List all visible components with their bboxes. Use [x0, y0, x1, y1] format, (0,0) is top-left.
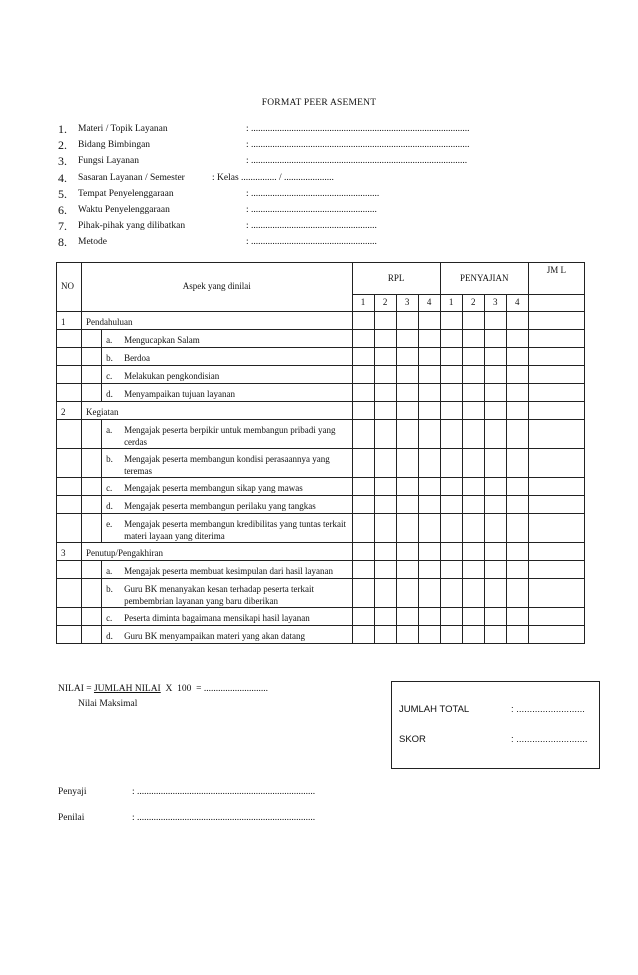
- jml-cell[interactable]: [528, 626, 584, 644]
- section-title: Pendahuluan: [82, 312, 352, 330]
- score-number-header: 2: [374, 295, 396, 312]
- score-cell[interactable]: [374, 330, 396, 348]
- score-cell[interactable]: [352, 312, 374, 330]
- info-list: [58, 122, 618, 252]
- aspect-row: [57, 608, 585, 626]
- info-number: 4.: [58, 170, 67, 185]
- score-cell[interactable]: [418, 514, 440, 543]
- score-cell[interactable]: [352, 608, 374, 626]
- aspect-cell: [102, 626, 352, 644]
- score-cell[interactable]: [352, 496, 374, 514]
- empty-indent-cell: [82, 348, 102, 366]
- summary-total-label: JUMLAH TOTAL: [399, 704, 470, 715]
- score-cell[interactable]: [352, 348, 374, 366]
- signature-label: Penyaji: [58, 787, 87, 797]
- score-cell[interactable]: [462, 449, 484, 478]
- score-cell[interactable]: [440, 514, 462, 543]
- score-cell[interactable]: [418, 402, 440, 420]
- info-number: 5.: [58, 186, 67, 201]
- info-row: [58, 154, 618, 170]
- score-cell[interactable]: [462, 402, 484, 420]
- jml-cell[interactable]: [528, 384, 584, 402]
- score-cell[interactable]: [462, 478, 484, 496]
- info-row: [58, 187, 618, 203]
- score-cell[interactable]: [396, 330, 418, 348]
- score-cell[interactable]: [506, 496, 528, 514]
- score-cell[interactable]: [484, 561, 506, 579]
- score-cell[interactable]: [374, 543, 396, 561]
- aspect-letter: d.: [106, 631, 113, 641]
- empty-indent-cell: [82, 626, 102, 644]
- jml-cell[interactable]: [528, 366, 584, 384]
- empty-no-cell: [57, 496, 82, 514]
- score-cell[interactable]: [484, 608, 506, 626]
- score-cell[interactable]: [462, 366, 484, 384]
- score-cell[interactable]: [462, 514, 484, 543]
- score-cell[interactable]: [352, 561, 374, 579]
- score-cell[interactable]: [418, 312, 440, 330]
- score-cell[interactable]: [484, 496, 506, 514]
- empty-no-cell: [57, 348, 82, 366]
- signature-value: : ...........................................................................: [132, 813, 316, 823]
- score-cell[interactable]: [440, 449, 462, 478]
- jml-cell[interactable]: [528, 312, 584, 330]
- score-cell[interactable]: [374, 312, 396, 330]
- score-cell[interactable]: [396, 449, 418, 478]
- info-value: : .....................................................: [246, 204, 377, 215]
- info-row: [58, 171, 618, 187]
- aspect-letter: a.: [106, 335, 113, 345]
- score-cell[interactable]: [440, 402, 462, 420]
- info-label: Pihak-pihak yang dilibatkan: [78, 221, 186, 232]
- empty-no-cell: [57, 608, 82, 626]
- info-value: : .....................................................: [246, 237, 377, 248]
- score-cell[interactable]: [440, 348, 462, 366]
- score-cell[interactable]: [374, 402, 396, 420]
- aspect-text: Mengajak peserta membangun sikap yang mawas: [124, 483, 303, 493]
- score-cell[interactable]: [440, 330, 462, 348]
- aspect-letter: b.: [106, 584, 113, 594]
- score-cell[interactable]: [462, 608, 484, 626]
- score-cell[interactable]: [352, 420, 374, 449]
- summary-skor-label: SKOR: [399, 734, 426, 745]
- score-cell[interactable]: [506, 478, 528, 496]
- section-title: Penutup/Pengakhiran: [82, 543, 352, 561]
- header-rpl: RPL: [352, 263, 440, 295]
- score-cell[interactable]: [484, 420, 506, 449]
- score-cell[interactable]: [418, 449, 440, 478]
- score-cell[interactable]: [506, 420, 528, 449]
- aspect-row: [57, 420, 585, 449]
- aspect-cell: [102, 478, 352, 496]
- score-cell[interactable]: [396, 626, 418, 644]
- info-label: Metode: [78, 237, 108, 248]
- score-cell[interactable]: [418, 366, 440, 384]
- aspect-letter: b.: [106, 353, 113, 363]
- score-cell[interactable]: [462, 420, 484, 449]
- score-cell[interactable]: [374, 384, 396, 402]
- empty-indent-cell: [82, 478, 102, 496]
- score-cell[interactable]: [462, 312, 484, 330]
- score-cell[interactable]: [374, 348, 396, 366]
- score-number-header: 4: [506, 295, 528, 312]
- score-cell[interactable]: [462, 496, 484, 514]
- score-cell[interactable]: [374, 561, 396, 579]
- score-cell[interactable]: [506, 449, 528, 478]
- score-cell[interactable]: [462, 543, 484, 561]
- score-cell[interactable]: [440, 626, 462, 644]
- score-cell[interactable]: [506, 330, 528, 348]
- aspect-row: [57, 449, 585, 478]
- aspect-letter: a.: [106, 566, 113, 576]
- score-cell[interactable]: [440, 543, 462, 561]
- summary-box: [391, 681, 600, 769]
- nilai-numerator: JUMLAH NILAI: [93, 684, 161, 694]
- nilai-formula: [58, 684, 268, 694]
- empty-no-cell: [57, 330, 82, 348]
- score-cell[interactable]: [506, 312, 528, 330]
- empty-indent-cell: [82, 449, 102, 478]
- score-cell[interactable]: [352, 478, 374, 496]
- info-number: 7.: [58, 219, 67, 234]
- aspect-text: Menyampaikan tujuan layanan: [124, 389, 236, 399]
- score-cell[interactable]: [396, 608, 418, 626]
- score-cell[interactable]: [462, 579, 484, 608]
- score-cell[interactable]: [374, 449, 396, 478]
- info-value: : ...........................................................................................: [246, 156, 468, 167]
- score-number-header: 1: [352, 295, 374, 312]
- aspect-text: Mengajak peserta membangun perilaku yang tangkas: [124, 501, 316, 511]
- score-cell[interactable]: [484, 312, 506, 330]
- aspect-letter: e.: [106, 519, 113, 529]
- aspect-cell: [102, 384, 352, 402]
- score-cell[interactable]: [440, 384, 462, 402]
- header-jml: JM L: [528, 263, 584, 295]
- document-title: FORMAT PEER ASEMENT: [261, 98, 377, 108]
- aspect-text: Guru BK menyampaikan materi yang akan datang: [124, 631, 306, 641]
- score-cell[interactable]: [440, 478, 462, 496]
- aspect-cell: [102, 449, 352, 478]
- score-cell[interactable]: [396, 561, 418, 579]
- signature-value: : ...........................................................................: [132, 787, 316, 797]
- empty-indent-cell: [82, 514, 102, 543]
- empty-no-cell: [57, 579, 82, 608]
- empty-indent-cell: [82, 496, 102, 514]
- score-cell[interactable]: [396, 348, 418, 366]
- section-number: 2: [57, 402, 82, 420]
- nilai-rest: X 100 = ...........................: [160, 684, 268, 694]
- score-number-header: 2: [462, 295, 484, 312]
- score-cell[interactable]: [374, 608, 396, 626]
- info-value: : ............................................................................................: [246, 140, 470, 151]
- empty-no-cell: [57, 449, 82, 478]
- aspect-row: [57, 579, 585, 608]
- header-aspek: Aspek yang dinilai: [82, 263, 352, 312]
- aspect-row: [57, 348, 585, 366]
- score-number-header: 1: [440, 295, 462, 312]
- aspect-row: [57, 514, 585, 543]
- score-cell[interactable]: [418, 478, 440, 496]
- score-cell[interactable]: [418, 348, 440, 366]
- score-cell[interactable]: [462, 561, 484, 579]
- score-cell[interactable]: [440, 496, 462, 514]
- empty-indent-cell: [82, 330, 102, 348]
- score-cell[interactable]: [440, 420, 462, 449]
- section-row: [57, 312, 585, 330]
- empty-no-cell: [57, 384, 82, 402]
- score-cell[interactable]: [352, 449, 374, 478]
- score-cell[interactable]: [440, 561, 462, 579]
- info-label: Tempat Penyelenggaraan: [78, 188, 174, 199]
- info-label: Sasaran Layanan / Semester: [78, 172, 185, 183]
- score-cell[interactable]: [418, 543, 440, 561]
- aspect-text: Mengajak peserta membuat kesimpulan dari hasil layanan: [124, 566, 333, 576]
- score-cell[interactable]: [352, 579, 374, 608]
- score-cell[interactable]: [396, 366, 418, 384]
- empty-indent-cell: [82, 561, 102, 579]
- score-cell[interactable]: [374, 496, 396, 514]
- signature-label: Penilai: [58, 813, 85, 823]
- score-cell[interactable]: [506, 402, 528, 420]
- score-cell[interactable]: [440, 366, 462, 384]
- jml-cell[interactable]: [528, 579, 584, 608]
- score-cell[interactable]: [396, 514, 418, 543]
- info-label: Materi / Topik Layanan: [78, 124, 168, 134]
- empty-indent-cell: [82, 420, 102, 449]
- info-value: : ............................................................................................: [246, 124, 470, 134]
- score-cell[interactable]: [484, 449, 506, 478]
- score-cell[interactable]: [484, 579, 506, 608]
- jml-cell[interactable]: [528, 420, 584, 449]
- section-number: 3: [57, 543, 82, 561]
- score-cell[interactable]: [352, 626, 374, 644]
- score-cell[interactable]: [484, 402, 506, 420]
- aspect-cell: [102, 561, 352, 579]
- score-cell[interactable]: [418, 330, 440, 348]
- aspect-letter: d.: [106, 501, 113, 511]
- score-cell[interactable]: [374, 626, 396, 644]
- header-no: NO: [57, 263, 82, 312]
- score-cell[interactable]: [440, 312, 462, 330]
- score-cell[interactable]: [418, 384, 440, 402]
- info-value: : Kelas ............... / .....................: [212, 172, 334, 183]
- score-cell[interactable]: [374, 478, 396, 496]
- score-cell[interactable]: [484, 514, 506, 543]
- score-cell[interactable]: [396, 579, 418, 608]
- summary-skor-value: : ...........................: [511, 734, 588, 745]
- score-cell[interactable]: [506, 348, 528, 366]
- signature-penilai: [58, 813, 316, 823]
- score-cell[interactable]: [352, 384, 374, 402]
- aspect-text: Mengajak peserta membangun kredibilitas yang tuntas terkait materi layaan yang diterima: [124, 519, 346, 541]
- empty-indent-cell: [82, 366, 102, 384]
- signature-penyaji: [58, 787, 316, 797]
- aspect-cell: [102, 608, 352, 626]
- section-title: Kegiatan: [82, 402, 352, 420]
- score-cell[interactable]: [374, 579, 396, 608]
- info-number: 6.: [58, 202, 67, 217]
- nilai-denominator: Nilai Maksimal: [78, 699, 138, 709]
- score-cell[interactable]: [506, 561, 528, 579]
- score-cell[interactable]: [484, 330, 506, 348]
- aspect-row: [57, 496, 585, 514]
- info-row: [58, 235, 618, 251]
- jml-blank-cell: [528, 295, 584, 312]
- score-cell[interactable]: [396, 420, 418, 449]
- info-number: 2.: [58, 138, 67, 153]
- info-label: Fungsi Layanan: [78, 156, 139, 167]
- aspect-letter: c.: [106, 483, 113, 493]
- aspect-row: [57, 366, 585, 384]
- aspect-text: Mengajak peserta membangun kondisi perasaannya yang teremas: [124, 454, 330, 476]
- info-number: 8.: [58, 235, 67, 250]
- aspect-row: [57, 561, 585, 579]
- aspect-row: [57, 478, 585, 496]
- section-number: 1: [57, 312, 82, 330]
- aspect-cell: [102, 579, 352, 608]
- summary-total-value: : ..........................: [511, 704, 585, 715]
- score-cell[interactable]: [418, 626, 440, 644]
- score-cell[interactable]: [506, 543, 528, 561]
- jml-cell[interactable]: [528, 348, 584, 366]
- jml-cell[interactable]: [528, 543, 584, 561]
- aspect-text: Melakukan pengkondisian: [124, 371, 220, 381]
- aspect-text: Peserta diminta bagaimana mensikapi hasil layanan: [124, 613, 310, 623]
- empty-indent-cell: [82, 579, 102, 608]
- aspect-text: Guru BK menanyakan kesan terhadap peserta terkait pembembrian layanan yang baru diberikan: [124, 584, 314, 606]
- info-row: [58, 122, 618, 138]
- jml-cell[interactable]: [528, 608, 584, 626]
- score-cell[interactable]: [396, 478, 418, 496]
- section-row: [57, 543, 585, 561]
- empty-no-cell: [57, 514, 82, 543]
- score-cell[interactable]: [374, 366, 396, 384]
- info-value: : .....................................................: [246, 221, 377, 232]
- score-cell[interactable]: [506, 608, 528, 626]
- aspect-letter: c.: [106, 613, 113, 623]
- aspect-letter: d.: [106, 389, 113, 399]
- aspect-text: Mengajak peserta berpikir untuk membangun pribadi yang cerdas: [124, 425, 336, 447]
- score-cell[interactable]: [462, 626, 484, 644]
- nilai-prefix: NILAI =: [58, 684, 94, 694]
- info-number: 1.: [58, 122, 67, 136]
- score-cell[interactable]: [352, 514, 374, 543]
- info-row: [58, 219, 618, 235]
- aspect-letter: b.: [106, 454, 113, 464]
- jml-cell[interactable]: [528, 478, 584, 496]
- aspect-text: Mengucapkan Salam: [124, 335, 200, 345]
- empty-no-cell: [57, 478, 82, 496]
- jml-cell[interactable]: [528, 496, 584, 514]
- score-cell[interactable]: [484, 384, 506, 402]
- score-cell[interactable]: [352, 366, 374, 384]
- section-row: [57, 402, 585, 420]
- empty-indent-cell: [82, 608, 102, 626]
- empty-no-cell: [57, 366, 82, 384]
- score-cell[interactable]: [418, 579, 440, 608]
- score-number-header: 4: [418, 295, 440, 312]
- score-cell[interactable]: [462, 384, 484, 402]
- jml-cell[interactable]: [528, 402, 584, 420]
- score-cell[interactable]: [396, 312, 418, 330]
- score-cell[interactable]: [352, 402, 374, 420]
- score-cell[interactable]: [506, 514, 528, 543]
- score-cell[interactable]: [484, 626, 506, 644]
- score-cell[interactable]: [374, 514, 396, 543]
- aspect-cell: [102, 496, 352, 514]
- score-cell[interactable]: [418, 561, 440, 579]
- info-label: Waktu Penyelenggaraan: [78, 204, 170, 215]
- info-label: Bidang Bimbingan: [78, 140, 151, 151]
- info-row: [58, 138, 618, 154]
- aspect-cell: [102, 348, 352, 366]
- score-cell[interactable]: [396, 402, 418, 420]
- aspect-row: [57, 384, 585, 402]
- score-cell[interactable]: [462, 348, 484, 366]
- score-cell[interactable]: [440, 579, 462, 608]
- score-number-header: 3: [484, 295, 506, 312]
- score-cell[interactable]: [484, 366, 506, 384]
- aspect-cell: [102, 420, 352, 449]
- assessment-table: [56, 262, 585, 644]
- jml-cell[interactable]: [528, 449, 584, 478]
- aspect-row: [57, 330, 585, 348]
- score-cell[interactable]: [462, 330, 484, 348]
- score-cell[interactable]: [418, 420, 440, 449]
- info-number: 3.: [58, 154, 67, 169]
- aspect-text: Berdoa: [124, 353, 151, 363]
- empty-no-cell: [57, 420, 82, 449]
- score-cell[interactable]: [506, 366, 528, 384]
- aspect-cell: [102, 366, 352, 384]
- aspect-row: [57, 626, 585, 644]
- score-cell[interactable]: [396, 543, 418, 561]
- score-cell[interactable]: [352, 543, 374, 561]
- header-penyajian: PENYAJIAN: [440, 263, 528, 295]
- score-cell[interactable]: [418, 608, 440, 626]
- score-cell[interactable]: [440, 608, 462, 626]
- empty-no-cell: [57, 561, 82, 579]
- score-cell[interactable]: [484, 543, 506, 561]
- empty-no-cell: [57, 626, 82, 644]
- aspect-letter: a.: [106, 425, 113, 435]
- aspect-cell: [102, 514, 352, 543]
- aspect-letter: c.: [106, 371, 113, 381]
- empty-indent-cell: [82, 384, 102, 402]
- score-cell[interactable]: [418, 496, 440, 514]
- aspect-cell: [102, 330, 352, 348]
- score-cell[interactable]: [374, 420, 396, 449]
- score-cell[interactable]: [484, 348, 506, 366]
- score-cell[interactable]: [484, 478, 506, 496]
- score-cell[interactable]: [396, 496, 418, 514]
- score-number-header: 3: [396, 295, 418, 312]
- score-cell[interactable]: [506, 384, 528, 402]
- score-cell[interactable]: [506, 579, 528, 608]
- info-row: [58, 203, 618, 219]
- jml-cell[interactable]: [528, 514, 584, 543]
- jml-cell[interactable]: [528, 330, 584, 348]
- score-cell[interactable]: [352, 330, 374, 348]
- info-value: : ......................................................: [246, 188, 380, 199]
- score-cell[interactable]: [396, 384, 418, 402]
- score-cell[interactable]: [506, 626, 528, 644]
- jml-cell[interactable]: [528, 561, 584, 579]
